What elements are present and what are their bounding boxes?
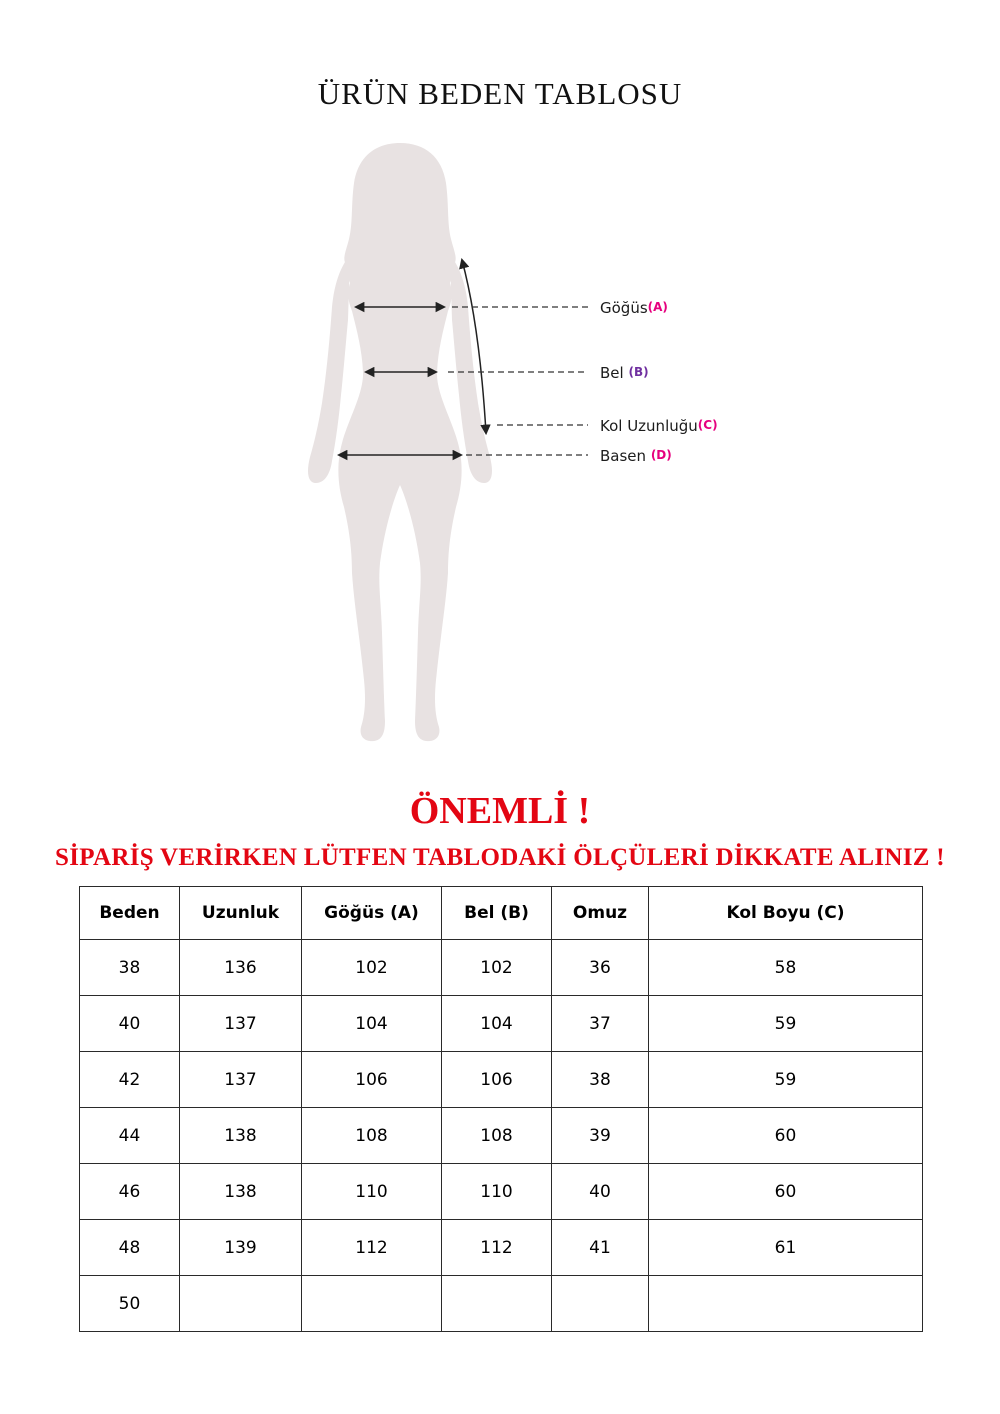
label-hip-marker: (D): [650, 448, 672, 462]
label-arm-length-text: Kol Uzunluğu: [600, 417, 698, 435]
cell-kol-boyu: 59: [649, 996, 923, 1052]
cell-omuz: 37: [552, 996, 649, 1052]
cell-beden: 50: [80, 1276, 180, 1332]
cell-gogus: 112: [302, 1220, 442, 1276]
cell-gogus: 104: [302, 996, 442, 1052]
table-row: [80, 1164, 923, 1220]
cell-bel: 104: [442, 996, 552, 1052]
cell-kol-boyu: 61: [649, 1220, 923, 1276]
cell-uzunluk: 137: [180, 1052, 302, 1108]
cell-gogus: 106: [302, 1052, 442, 1108]
label-chest-marker: (A): [647, 300, 668, 314]
cell-kol-boyu: 60: [649, 1164, 923, 1220]
cell-uzunluk: 139: [180, 1220, 302, 1276]
label-arm-length: [600, 415, 718, 436]
header-omuz: Omuz: [552, 887, 649, 940]
cell-uzunluk: [180, 1276, 302, 1332]
body-measurement-diagram: [0, 135, 1000, 760]
important-heading: ÖNEMLİ !: [409, 790, 591, 832]
cell-gogus: 108: [302, 1108, 442, 1164]
cell-bel: 112: [442, 1220, 552, 1276]
cell-beden: 38: [80, 940, 180, 996]
cell-bel: 108: [442, 1108, 552, 1164]
cell-bel: 102: [442, 940, 552, 996]
label-hip: [600, 445, 672, 466]
table-header-row: [80, 887, 923, 940]
cell-beden: 46: [80, 1164, 180, 1220]
cell-bel: 110: [442, 1164, 552, 1220]
size-table: [79, 886, 923, 1332]
cell-beden: 42: [80, 1052, 180, 1108]
header-bel: Bel (B): [442, 887, 552, 940]
cell-kol-boyu: 58: [649, 940, 923, 996]
cell-gogus: [302, 1276, 442, 1332]
cell-uzunluk: 137: [180, 996, 302, 1052]
cell-gogus: 110: [302, 1164, 442, 1220]
table-row: [80, 1052, 923, 1108]
label-waist: [600, 362, 649, 383]
header-beden: Beden: [80, 887, 180, 940]
label-chest: [600, 297, 668, 318]
silhouette-head: [375, 155, 425, 219]
cell-kol-boyu: [649, 1276, 923, 1332]
important-message: SİPARİŞ VERİRKEN LÜTFEN TABLODAKİ ÖLÇÜLERİ DİKKATE ALINIZ !: [55, 844, 945, 871]
cell-omuz: [552, 1276, 649, 1332]
table-row: [80, 1108, 923, 1164]
label-arm-length-marker: (C): [697, 418, 718, 432]
cell-bel: [442, 1276, 552, 1332]
cell-kol-boyu: 59: [649, 1052, 923, 1108]
cell-omuz: 36: [552, 940, 649, 996]
cell-omuz: 40: [552, 1164, 649, 1220]
table-row: [80, 1220, 923, 1276]
cell-omuz: 38: [552, 1052, 649, 1108]
cell-beden: 48: [80, 1220, 180, 1276]
table-row: [80, 1276, 923, 1332]
cell-beden: 40: [80, 996, 180, 1052]
cell-beden: 44: [80, 1108, 180, 1164]
label-hip-text: Basen: [600, 447, 651, 465]
header-gogus: Göğüs (A): [302, 887, 442, 940]
cell-bel: 106: [442, 1052, 552, 1108]
page-title: ÜRÜN BEDEN TABLOSU: [317, 76, 683, 111]
cell-uzunluk: 136: [180, 940, 302, 996]
cell-gogus: 102: [302, 940, 442, 996]
cell-omuz: 41: [552, 1220, 649, 1276]
header-kol-boyu: Kol Boyu (C): [649, 887, 923, 940]
header-uzunluk: Uzunluk: [180, 887, 302, 940]
label-waist-text: Bel: [600, 364, 629, 382]
table-row: [80, 996, 923, 1052]
label-waist-marker: (B): [628, 365, 649, 379]
cell-uzunluk: 138: [180, 1164, 302, 1220]
cell-omuz: 39: [552, 1108, 649, 1164]
cell-uzunluk: 138: [180, 1108, 302, 1164]
label-chest-text: Göğüs: [600, 299, 648, 317]
cell-kol-boyu: 60: [649, 1108, 923, 1164]
table-row: [80, 940, 923, 996]
